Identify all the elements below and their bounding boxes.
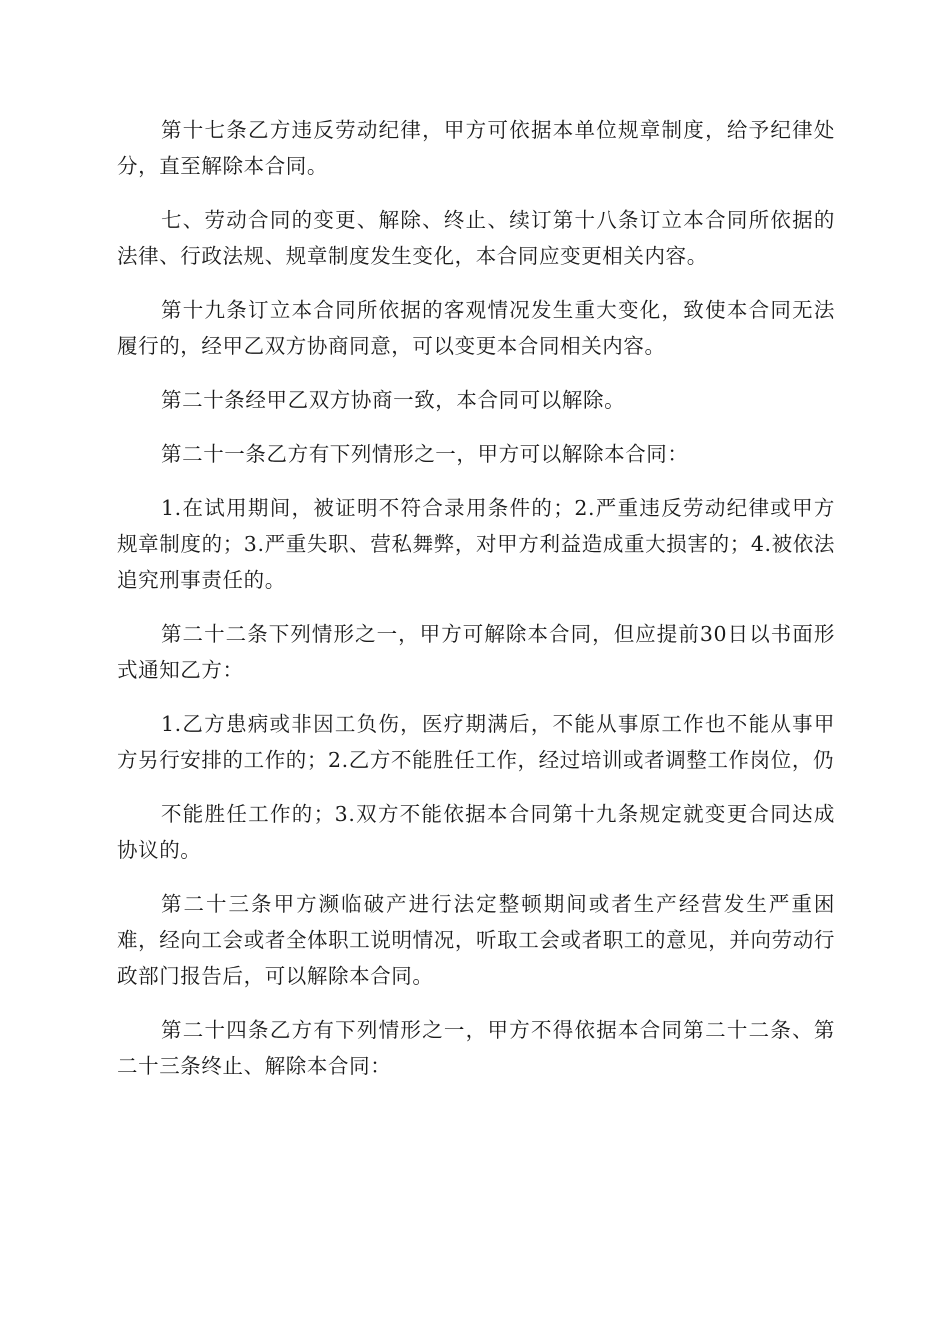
paragraph-article-17: 第十七条乙方违反劳动纪律，甲方可依据本单位规章制度，给予纪律处分，直至解除本合同。	[117, 118, 835, 178]
document-page	[117, 112, 835, 1102]
paragraph-article-21: 第二十一条乙方有下列情形之一，甲方可以解除本合同：	[161, 442, 689, 466]
paragraph-article-23: 第二十三条甲方濒临破产进行法定整顿期间或者生产经营发生严重困难，经向工会或者全体职工说明情况，听取工会或者职工的意见，并向劳动行政部门报告后，可以解除本合同。	[117, 892, 835, 988]
paragraph-article-22: 第二十二条下列情形之一，甲方可解除本合同，但应提前30日以书面形式通知乙方：	[117, 622, 835, 682]
paragraph-section-7-article-18: 七、劳动合同的变更、解除、终止、续订第十八条订立本合同所依据的法律、行政法规、规章制度发生变化，本合同应变更相关内容。	[117, 208, 835, 268]
paragraph-article-20: 第二十条经甲乙双方协商一致，本合同可以解除。	[161, 388, 626, 412]
paragraph-article-22-items: 1.乙方患病或非因工负伤，医疗期满后，不能从事原工作也不能从事甲方另行安排的工作的；2.乙方不能胜任工作，经过培训或者调整工作岗位，仍	[117, 712, 835, 772]
paragraph-article-22-items-cont: 不能胜任工作的；3.双方不能依据本合同第十九条规定就变更合同达成协议的。	[117, 802, 835, 862]
paragraph-article-24: 第二十四条乙方有下列情形之一，甲方不得依据本合同第二十二条、第二十三条终止、解除本合同：	[117, 1018, 835, 1078]
paragraph-article-19: 第十九条订立本合同所依据的客观情况发生重大变化，致使本合同无法履行的，经甲乙双方协商同意，可以变更本合同相关内容。	[117, 298, 835, 358]
paragraph-article-21-items: 1.在试用期间，被证明不符合录用条件的；2.严重违反劳动纪律或甲方规章制度的；3.严重失职、营私舞弊，对甲方利益造成重大损害的；4.被依法追究刑事责任的。	[117, 496, 835, 592]
